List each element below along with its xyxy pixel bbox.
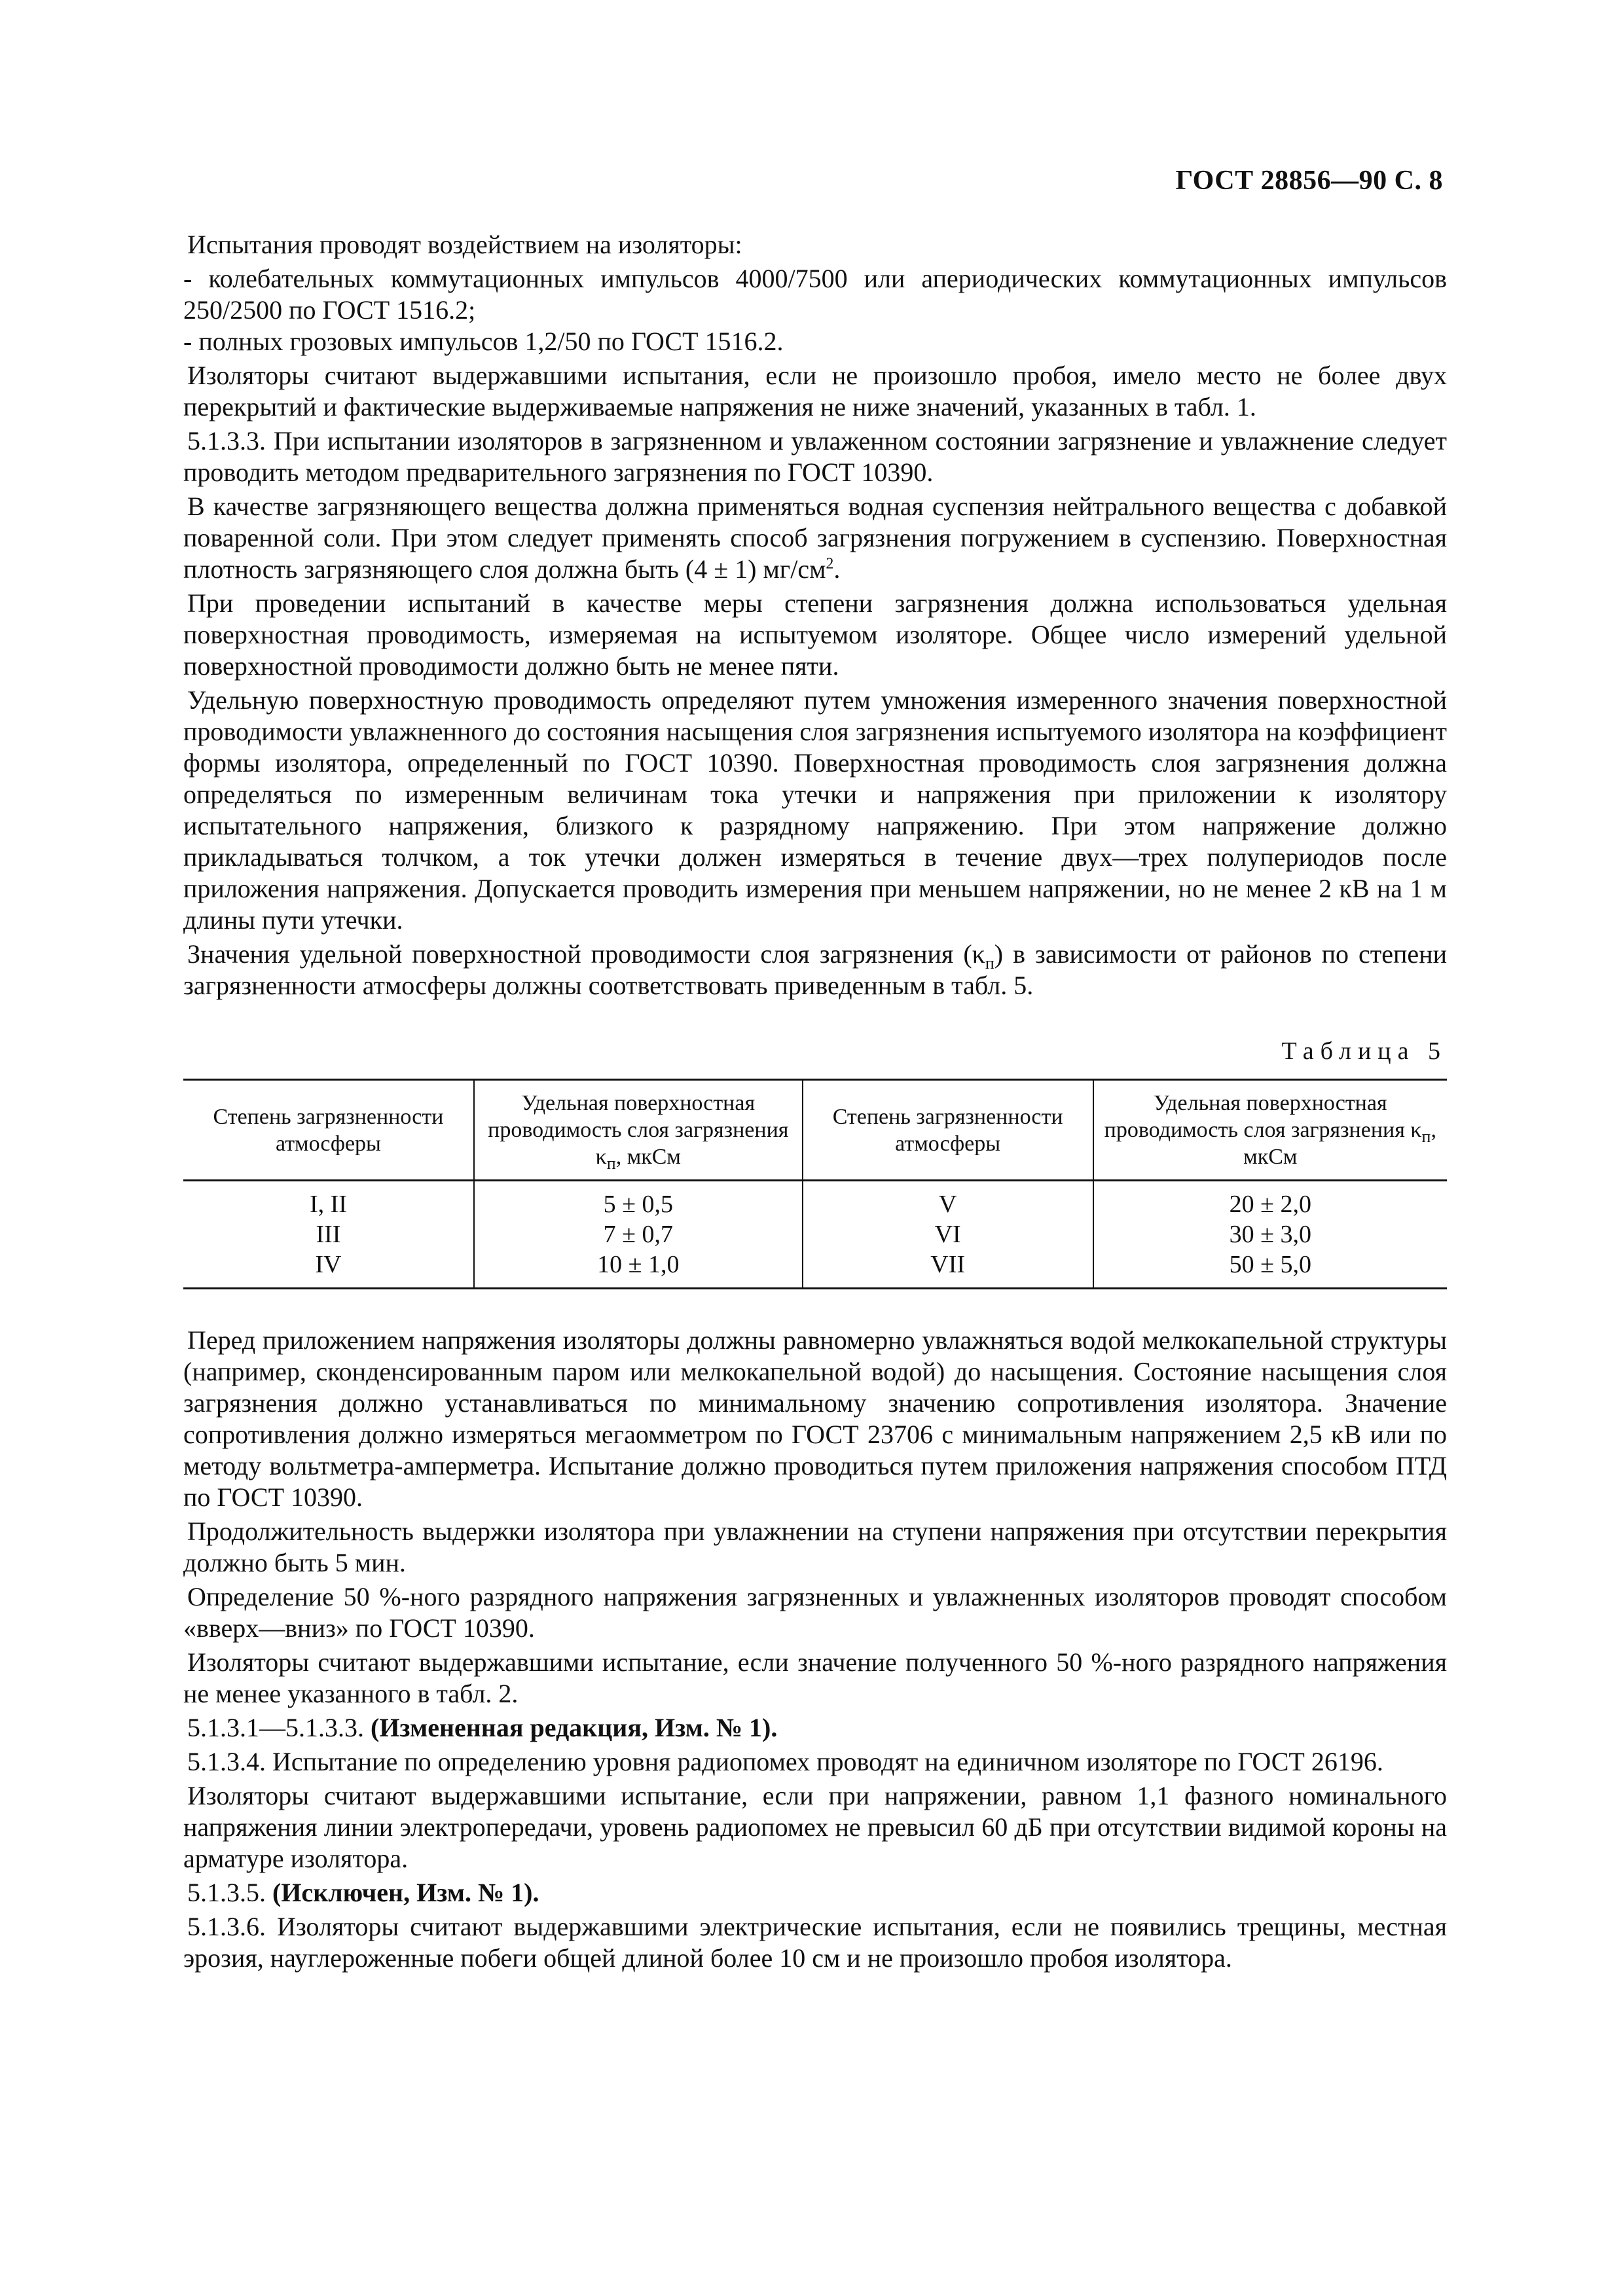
table-header-row	[183, 1080, 1447, 1181]
paragraph	[183, 939, 1447, 1001]
table-cell: 20 ± 2,0	[1093, 1181, 1447, 1220]
paragraph-text: 5.1.3.5.	[187, 1878, 272, 1907]
table-cell: VI	[803, 1219, 1093, 1249]
paragraph-text: Испытания проводят воздействием на изоляторы:	[187, 230, 742, 259]
paragraph	[183, 1712, 1447, 1744]
paragraph-text: Значения удельной поверхностной проводимости слоя загрязнения (κ	[187, 939, 985, 969]
paragraph-text: ) в зависимости от районов по степени загрязненности атмосферы должны соответствовать приведенным в табл. 5.	[183, 939, 1447, 1000]
column-header: Степень загрязненности атмосферы	[803, 1080, 1093, 1181]
subscript: п	[606, 1153, 616, 1173]
list-item: - полных грозовых импульсов 1,2/50 по ГОСТ 1516.2.	[183, 327, 784, 356]
paragraph: Удельную поверхностную проводимость определяют путем умножения измеренного значения поверхностной проводимости увлажненного до состояния насыщения слоя загрязнения испытуемого изолятора на коэффициент формы изолятора, определенный по ГОСТ 10390. Поверхностная проводимость слоя загрязнения должна определяться по измеренным величинам тока утечки и напряжения при приложении к изолятору испытательного напряжения, близкого к разрядному напряжению. При этом напряжение должно прикладываться толчком, а ток утечки должен измеряться в течение двух—трех полупериодов после приложения напряжения. Допускается проводить измерения при меньшем напряжении, но не менее 2 кВ на 1 м длины пути утечки.	[183, 685, 1447, 935]
paragraph-text: 5.1.3.1—5.1.3.3.	[187, 1713, 371, 1742]
page-header: ГОСТ 28856—90 С. 8	[1175, 166, 1443, 196]
header-text: Удельная поверхностная проводимость слоя загрязнения κ	[488, 1091, 789, 1169]
paragraph	[183, 229, 1447, 260]
paragraph: 5.1.3.6. Изоляторы считают выдержавшими электрические испытания, если не появились трещины, местная эрозия, науглероженные побеги общей длиной более 10 см и не произошло пробоя изолятора.	[183, 1912, 1447, 1973]
data-table	[183, 1079, 1447, 1289]
table-row	[183, 1181, 1447, 1220]
table-caption: Таблица 5	[1281, 1037, 1447, 1065]
table-cell: 7 ± 0,7	[474, 1219, 803, 1249]
table-row	[183, 1249, 1447, 1289]
table-cell: V	[803, 1181, 1093, 1220]
paragraph: 5.1.3.4. Испытание по определению уровня радиопомех проводят на единичном изоляторе по ГОСТ 26196.	[187, 1747, 1383, 1776]
table-cell: IV	[183, 1249, 474, 1289]
subscript: п	[985, 954, 994, 973]
subscript: п	[1421, 1126, 1431, 1146]
amendment-note: (Исключен, Изм. № 1).	[272, 1878, 539, 1907]
amendment-note: (Измененная редакция, Изм. № 1).	[371, 1713, 778, 1742]
paragraph	[183, 491, 1447, 585]
superscript: 2	[826, 555, 834, 573]
table-cell: 50 ± 5,0	[1093, 1249, 1447, 1289]
header-text: Удельная поверхностная проводимость слоя загрязнения κ	[1104, 1091, 1422, 1142]
table-cell: 5 ± 0,5	[474, 1181, 803, 1220]
paragraph: Изоляторы считают выдержавшими испытание, если значение полученного 50 %-ного разрядного напряжения не менее указанного в табл. 2.	[183, 1647, 1447, 1708]
header-text: , мкСм	[615, 1145, 681, 1169]
paragraph-text: В качестве загрязняющего вещества должна применяться водная суспензия нейтрального вещества с добавкой поваренной соли. При этом следует применять способ загрязнения погружением в суспензию. Поверхностная плотность загрязняющего слоя должна быть (4 ± 1) мг/см	[183, 492, 1447, 584]
paragraph-text: .	[833, 554, 841, 584]
paragraph: Изоляторы считают выдержавшими испытание, если при напряжении, равном 1,1 фазного номинального напряжения линии электропередачи, уровень радиопомех не превысил 60 дБ при отсутствии видимой короны на арматуре изолятора.	[183, 1781, 1447, 1873]
paragraph	[183, 1877, 1447, 1909]
paragraph: 5.1.3.3. При испытании изоляторов в загрязненном и увлаженном состоянии загрязнение и увлажнение следует проводить методом предварительного загрязнения по ГОСТ 10390.	[183, 426, 1447, 487]
table-row	[183, 1219, 1447, 1249]
paragraph: Определение 50 %-ного разрядного напряжения загрязненных и увлажненных изоляторов проводят способом «вверх—вниз» по ГОСТ 10390.	[183, 1582, 1447, 1643]
paragraph: Изоляторы считают выдержавшими испытания, если не произошло пробоя, имело место не более двух перекрытий и фактические выдерживаемые напряжения не ниже значений, указанных в табл. 1.	[183, 361, 1447, 422]
paragraph: Перед приложением напряжения изоляторы должны равномерно увлажняться водой мелкокапельной структуры (например, сконденсированным паром или мелкокапельной водой) до насыщения. Состояние насыщения слоя загрязнения должно устанавливаться по минимальному значению сопротивления изолятора. Значение сопротивления должно измеряться мегаомметром по ГОСТ 23706 с минимальным напряжением 2,5 кВ или по методу вольтметра-амперметра. Испытание должно проводиться путем приложения напряжения способом ПТД по ГОСТ 10390.	[183, 1325, 1447, 1512]
document-body	[183, 229, 1447, 1977]
table-cell: VII	[803, 1249, 1093, 1289]
column-header	[474, 1080, 803, 1181]
list-item: - колебательных коммутационных импульсов 4000/7500 или апериодических коммутационных импульсов 250/2500 по ГОСТ 1516.2;	[183, 264, 1447, 325]
table-cell: I, II	[309, 1191, 347, 1218]
column-header	[1093, 1080, 1447, 1181]
paragraph: Продолжительность выдержки изолятора при увлажнении на ступени напряжения при отсутствии перекрытия должно быть 5 мин.	[183, 1516, 1447, 1577]
paragraph: При проведении испытаний в качестве меры степени загрязнения должна использоваться удельная поверхностная проводимость, измеряемая на испытуемом изоляторе. Общее число измерений удельной поверхностной проводимости должно быть не менее пяти.	[183, 588, 1447, 681]
table-cell: 10 ± 1,0	[474, 1249, 803, 1289]
header-text: , мкСм	[1243, 1118, 1436, 1169]
table-cell: 30 ± 3,0	[1093, 1219, 1447, 1249]
column-header: Степень загрязненности атмосферы	[183, 1080, 474, 1181]
table-cell: III	[316, 1221, 341, 1248]
